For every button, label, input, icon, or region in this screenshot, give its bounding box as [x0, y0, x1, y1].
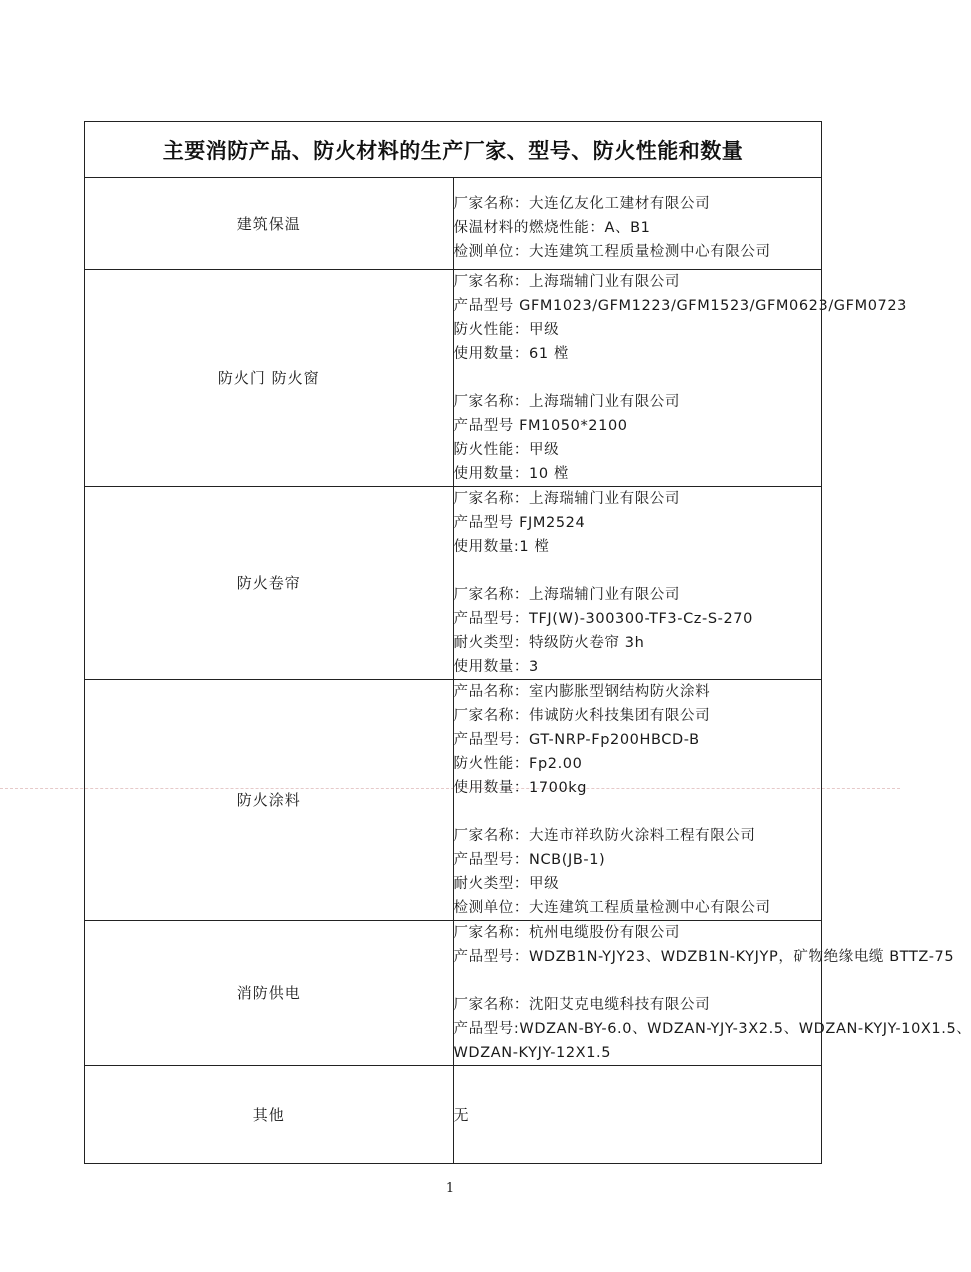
detail-line: 厂家名称：杭州电缆股份有限公司 — [453, 925, 680, 941]
detail-line: 产品型号：WDZB1N-YJY23、WDZB1N-KYJYP，矿物绝缘电缆 BTTZ-75 — [453, 949, 955, 965]
detail-line: 使用数量：10 樘 — [453, 466, 569, 482]
title-row — [85, 122, 822, 178]
detail-line: 产品型号 GFM1023/GFM1223/GFM1523/GFM0623/GFM0723 — [453, 298, 907, 314]
detail-line: 防火性能：甲级 — [453, 322, 560, 338]
group-spacer — [454, 559, 822, 583]
details-power-supply — [453, 921, 971, 1066]
detail-line: 耐火类型：特级防火卷帘 3h — [453, 635, 645, 651]
detail-line: 产品型号 FJM2524 — [453, 515, 586, 531]
detail-line: 防火性能：Fp2.00 — [453, 756, 583, 772]
category-power-supply: 消防供电 — [85, 921, 454, 1066]
detail-line: 厂家名称：上海瑞辅门业有限公司 — [453, 394, 680, 410]
group-spacer — [454, 800, 822, 824]
category-insulation: 建筑保温 — [85, 178, 454, 270]
row-power-supply — [85, 921, 822, 1066]
category-other: 其他 — [85, 1066, 454, 1164]
detail-line: 使用数量：3 — [453, 659, 539, 675]
detail-line: 检测单位：大连建筑工程质量检测中心有限公司 — [453, 244, 771, 260]
row-insulation — [85, 178, 822, 270]
detail-line: 厂家名称：上海瑞辅门业有限公司 — [453, 491, 680, 507]
detail-line: 检测单位：大连建筑工程质量检测中心有限公司 — [453, 900, 771, 916]
details-rolling-shutter — [453, 487, 822, 680]
group-spacer — [454, 366, 822, 390]
detail-line: 产品型号 FM1050*2100 — [453, 418, 628, 434]
detail-line: 防火性能：甲级 — [453, 442, 560, 458]
detail-line: 使用数量：61 樘 — [453, 346, 569, 362]
row-rolling-shutter — [85, 487, 822, 680]
category-fire-door: 防火门 防火窗 — [85, 270, 454, 487]
detail-line: 产品型号:WDZAN-BY-6.0、WDZAN-YJY-3X2.5、WDZAN-KYJY-10X1.5、 — [453, 1021, 971, 1037]
detail-line: 保温材料的燃烧性能：A、B1 — [453, 220, 651, 236]
row-other — [85, 1066, 822, 1164]
detail-line: 使用数量:1 樘 — [453, 539, 550, 555]
details-coating — [453, 680, 822, 921]
detail-line: WDZAN-KYJY-12X1.5 — [453, 1045, 612, 1061]
details-fire-door — [453, 270, 907, 487]
detail-line: 厂家名称：大连市祥玖防火涂料工程有限公司 — [453, 828, 756, 844]
detail-line: 厂家名称：上海瑞辅门业有限公司 — [453, 274, 680, 290]
group-spacer — [454, 969, 822, 993]
category-rolling-shutter: 防火卷帘 — [85, 487, 454, 680]
detail-line: 产品名称：室内膨胀型钢结构防火涂料 — [453, 684, 711, 700]
detail-line: 产品型号：TFJ(W)-300300-TF3-Cz-S-270 — [453, 611, 753, 627]
detail-line: 厂家名称：上海瑞辅门业有限公司 — [453, 587, 680, 603]
row-fire-door — [85, 270, 822, 487]
detail-line: 厂家名称：大连亿友化工建材有限公司 — [453, 196, 711, 212]
detail-line: 耐火类型：甲级 — [453, 876, 560, 892]
category-coating: 防火涂料 — [85, 680, 454, 921]
detail-line: 厂家名称：伟诚防火科技集团有限公司 — [453, 708, 711, 724]
table-title: 主要消防产品、防火材料的生产厂家、型号、防火性能和数量 — [85, 122, 822, 178]
detail-line: 厂家名称：沈阳艾克电缆科技有限公司 — [453, 997, 711, 1013]
page-number: 1 — [445, 1181, 455, 1196]
details-insulation — [453, 178, 822, 270]
detail-line: 产品型号：GT-NRP-Fp200HBCD-B — [453, 732, 700, 748]
detail-line: 使用数量：1700kg — [453, 780, 588, 796]
detail-line: 产品型号：NCB(JB-1) — [453, 852, 606, 868]
fire-products-table — [84, 121, 971, 1164]
row-coating — [85, 680, 822, 921]
details-other: 无 — [453, 1066, 822, 1164]
